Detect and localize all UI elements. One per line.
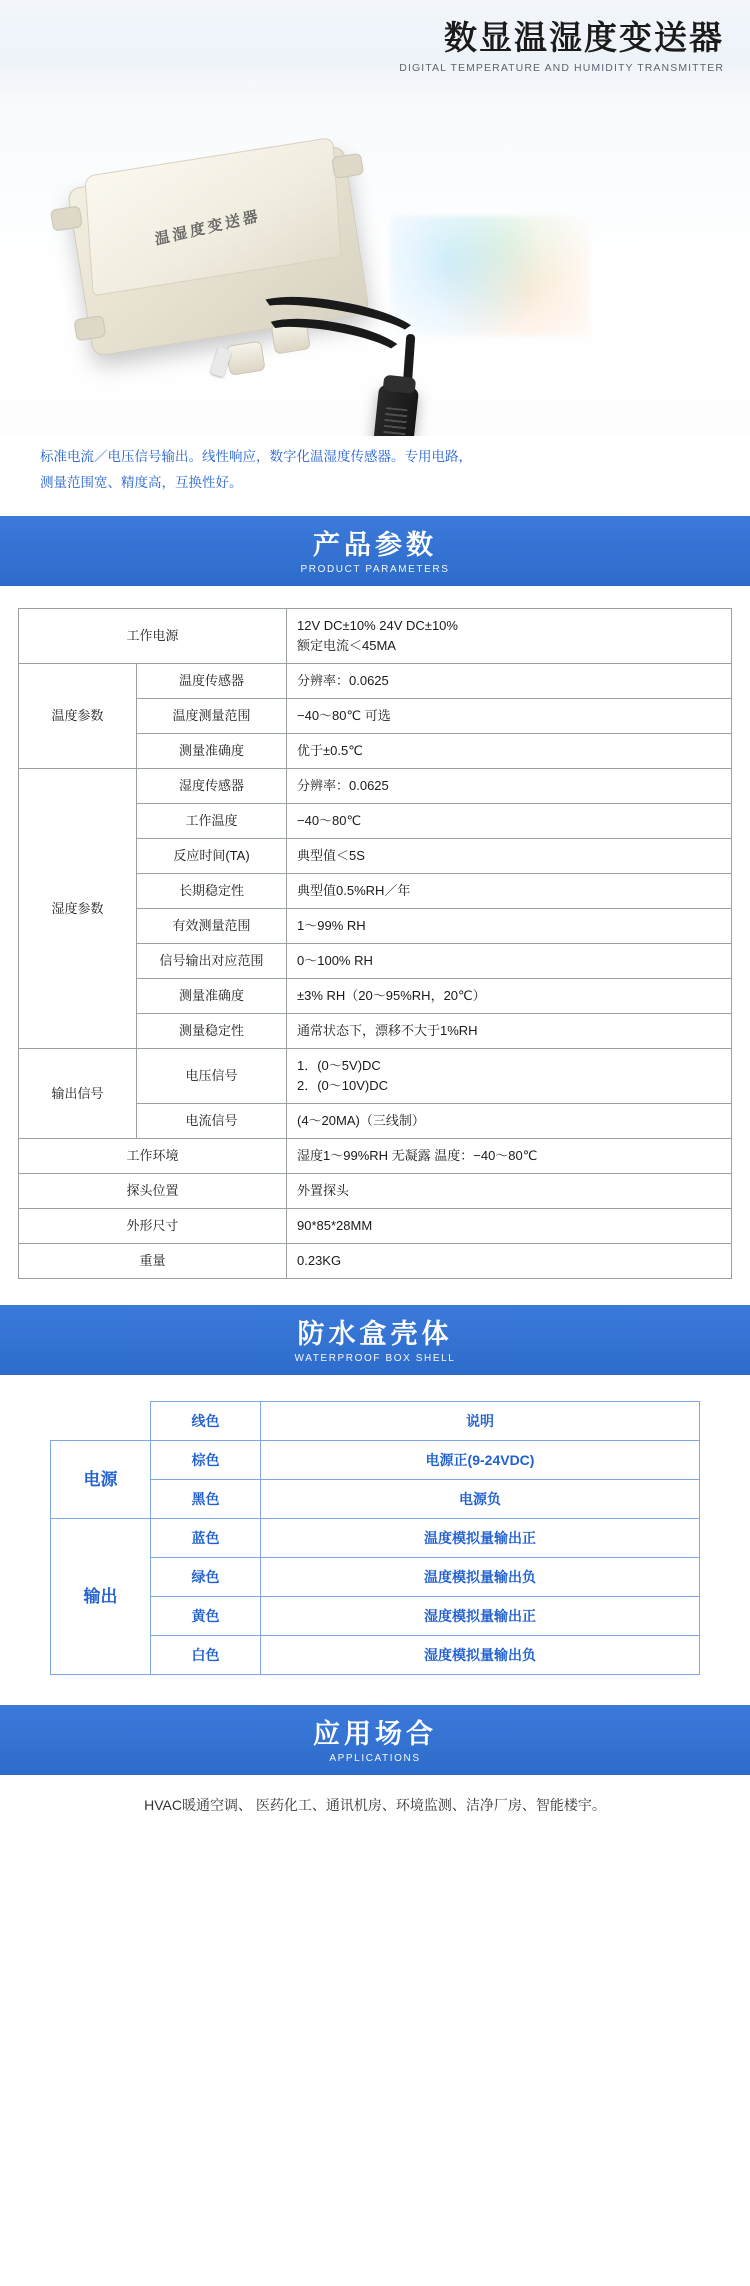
page-title: 数显温湿度变送器: [444, 19, 724, 56]
table-corner-cell: [51, 1402, 151, 1441]
section-title: 防水盒壳体: [297, 1319, 453, 1349]
spec-value-line-2: 额定电流＜45MA: [297, 638, 396, 653]
wire-color: 黑色: [151, 1480, 261, 1519]
spec-subitem: 电流信号: [137, 1104, 287, 1139]
spec-subitem: 长期稳定性: [137, 874, 287, 909]
section-subtitle: APPLICATIONS: [329, 1753, 421, 1764]
spec-value: (4～20MA)（三线制）: [287, 1104, 732, 1139]
column-header-description: 说明: [261, 1402, 700, 1441]
spec-subitem: 温度测量范围: [137, 699, 287, 734]
table-row: [51, 1519, 700, 1558]
spec-subitem: 测量稳定性: [137, 1014, 287, 1049]
spec-value: 通常状态下，漂移不大于1%RH: [287, 1014, 732, 1049]
spec-value: 优于±0.5℃: [287, 734, 732, 769]
spec-value: 分辨率：0.0625: [287, 769, 732, 804]
spec-value: 湿度1～99%RH 无凝露 温度：−40～80℃: [287, 1139, 732, 1174]
table-row: [19, 1244, 732, 1279]
spec-category: 输出信号: [19, 1049, 137, 1139]
spec-subitem: 有效测量范围: [137, 909, 287, 944]
spec-value: [287, 609, 732, 664]
page-header: [0, 0, 750, 96]
spec-value: 0.23KG: [287, 1244, 732, 1279]
wire-description: 湿度模拟量输出正: [261, 1597, 700, 1636]
spec-category: 湿度参数: [19, 769, 137, 1049]
mount-ear-icon: [50, 205, 83, 231]
spec-subitem: 信号输出对应范围: [137, 944, 287, 979]
spec-value: −40～80℃: [287, 804, 732, 839]
wiring-color-table: [50, 1401, 700, 1675]
table-row: [19, 1049, 732, 1104]
mount-ear-icon: [331, 153, 364, 179]
wire-group-power: 电源: [51, 1441, 151, 1519]
wire-color: 绿色: [151, 1558, 261, 1597]
product-parameters-table: [18, 608, 732, 1279]
wire-description: 温度模拟量输出负: [261, 1558, 700, 1597]
spec-subitem: 反应时间(TA): [137, 839, 287, 874]
spec-value: 1～99% RH: [287, 909, 732, 944]
wire-color: 蓝色: [151, 1519, 261, 1558]
spec-value: 典型值＜5S: [287, 839, 732, 874]
applications-text: HVAC暖通空调、 医药化工、通讯机房、环境监测、洁净厂房、智能楼宇。: [144, 1797, 606, 1813]
wire-description: 温度模拟量输出正: [261, 1519, 700, 1558]
section-subtitle: PRODUCT PARAMETERS: [300, 564, 450, 575]
section-subtitle: WATERPROOF BOX SHELL: [294, 1353, 456, 1364]
section-banner-product-parameters: [0, 516, 750, 586]
spec-subitem: 湿度传感器: [137, 769, 287, 804]
wire-color: 黄色: [151, 1597, 261, 1636]
spec-value-line-1: 1．(0～5V)DC: [297, 1058, 381, 1073]
spec-value: 外置探头: [287, 1174, 732, 1209]
spec-subitem: 测量准确度: [137, 734, 287, 769]
intro-line-2: 测量范围宽、精度高，互换性好。: [40, 475, 243, 490]
wire-group-output: 输出: [51, 1519, 151, 1675]
spec-value: 分辨率：0.0625: [287, 664, 732, 699]
table-row: [51, 1441, 700, 1480]
section-title: 应用场合: [313, 1719, 437, 1749]
spec-table-wrapper: [0, 586, 750, 1289]
probe-cap: [383, 375, 416, 394]
table-row: [19, 1174, 732, 1209]
spec-category: 工作环境: [19, 1139, 287, 1174]
sensor-probe-illustration: [369, 384, 419, 436]
table-row: [19, 609, 732, 664]
section-title: 产品参数: [313, 530, 437, 560]
wire-table-wrapper: [0, 1375, 750, 1683]
spec-value: −40～80℃ 可选: [287, 699, 732, 734]
intro-paragraph: [0, 436, 750, 516]
table-row: [19, 664, 732, 699]
spec-subitem: 测量准确度: [137, 979, 287, 1014]
table-row: [19, 1139, 732, 1174]
spec-category: 外形尺寸: [19, 1209, 287, 1244]
wire-description: 电源负: [261, 1480, 700, 1519]
spec-value-line-1: 12V DC±10% 24V DC±10%: [297, 618, 458, 633]
spec-subitem: 工作温度: [137, 804, 287, 839]
mount-ear-icon: [73, 315, 106, 341]
spec-category: 探头位置: [19, 1174, 287, 1209]
page-subtitle: DIGITAL TEMPERATURE AND HUMIDITY TRANSMITTER: [399, 62, 724, 74]
wire-color: 白色: [151, 1636, 261, 1675]
spec-category: 工作电源: [19, 609, 287, 664]
intro-line-1: 标准电流／电压信号输出。线性响应，数字化温湿度传感器。专用电路，: [40, 449, 472, 464]
column-header-wire-color: 线色: [151, 1402, 261, 1441]
spec-value: 90*85*28MM: [287, 1209, 732, 1244]
section-banner-waterproof-box: [0, 1305, 750, 1375]
spec-value-line-2: 2．(0～10V)DC: [297, 1078, 389, 1093]
spec-subitem: 温度传感器: [137, 664, 287, 699]
probe-vents: [382, 407, 408, 436]
section-banner-applications: [0, 1705, 750, 1775]
wire-description: 湿度模拟量输出负: [261, 1636, 700, 1675]
spec-value: ±3% RH（20～95%RH，20℃）: [287, 979, 732, 1014]
spec-value: 0～100% RH: [287, 944, 732, 979]
wire-color: 棕色: [151, 1441, 261, 1480]
wire-description: 电源正(9-24VDC): [261, 1441, 700, 1480]
spec-value: [287, 1049, 732, 1104]
product-hero-image: [0, 96, 750, 436]
spec-subitem: 电压信号: [137, 1049, 287, 1104]
watermark-decoration: [390, 216, 590, 336]
device-label-text: 温湿度变送器: [154, 207, 262, 249]
table-row: [19, 1209, 732, 1244]
spec-value: 典型值0.5%RH／年: [287, 874, 732, 909]
spec-category: 温度参数: [19, 664, 137, 769]
table-header-row: [51, 1402, 700, 1441]
spec-category: 重量: [19, 1244, 287, 1279]
table-row: [19, 769, 732, 804]
